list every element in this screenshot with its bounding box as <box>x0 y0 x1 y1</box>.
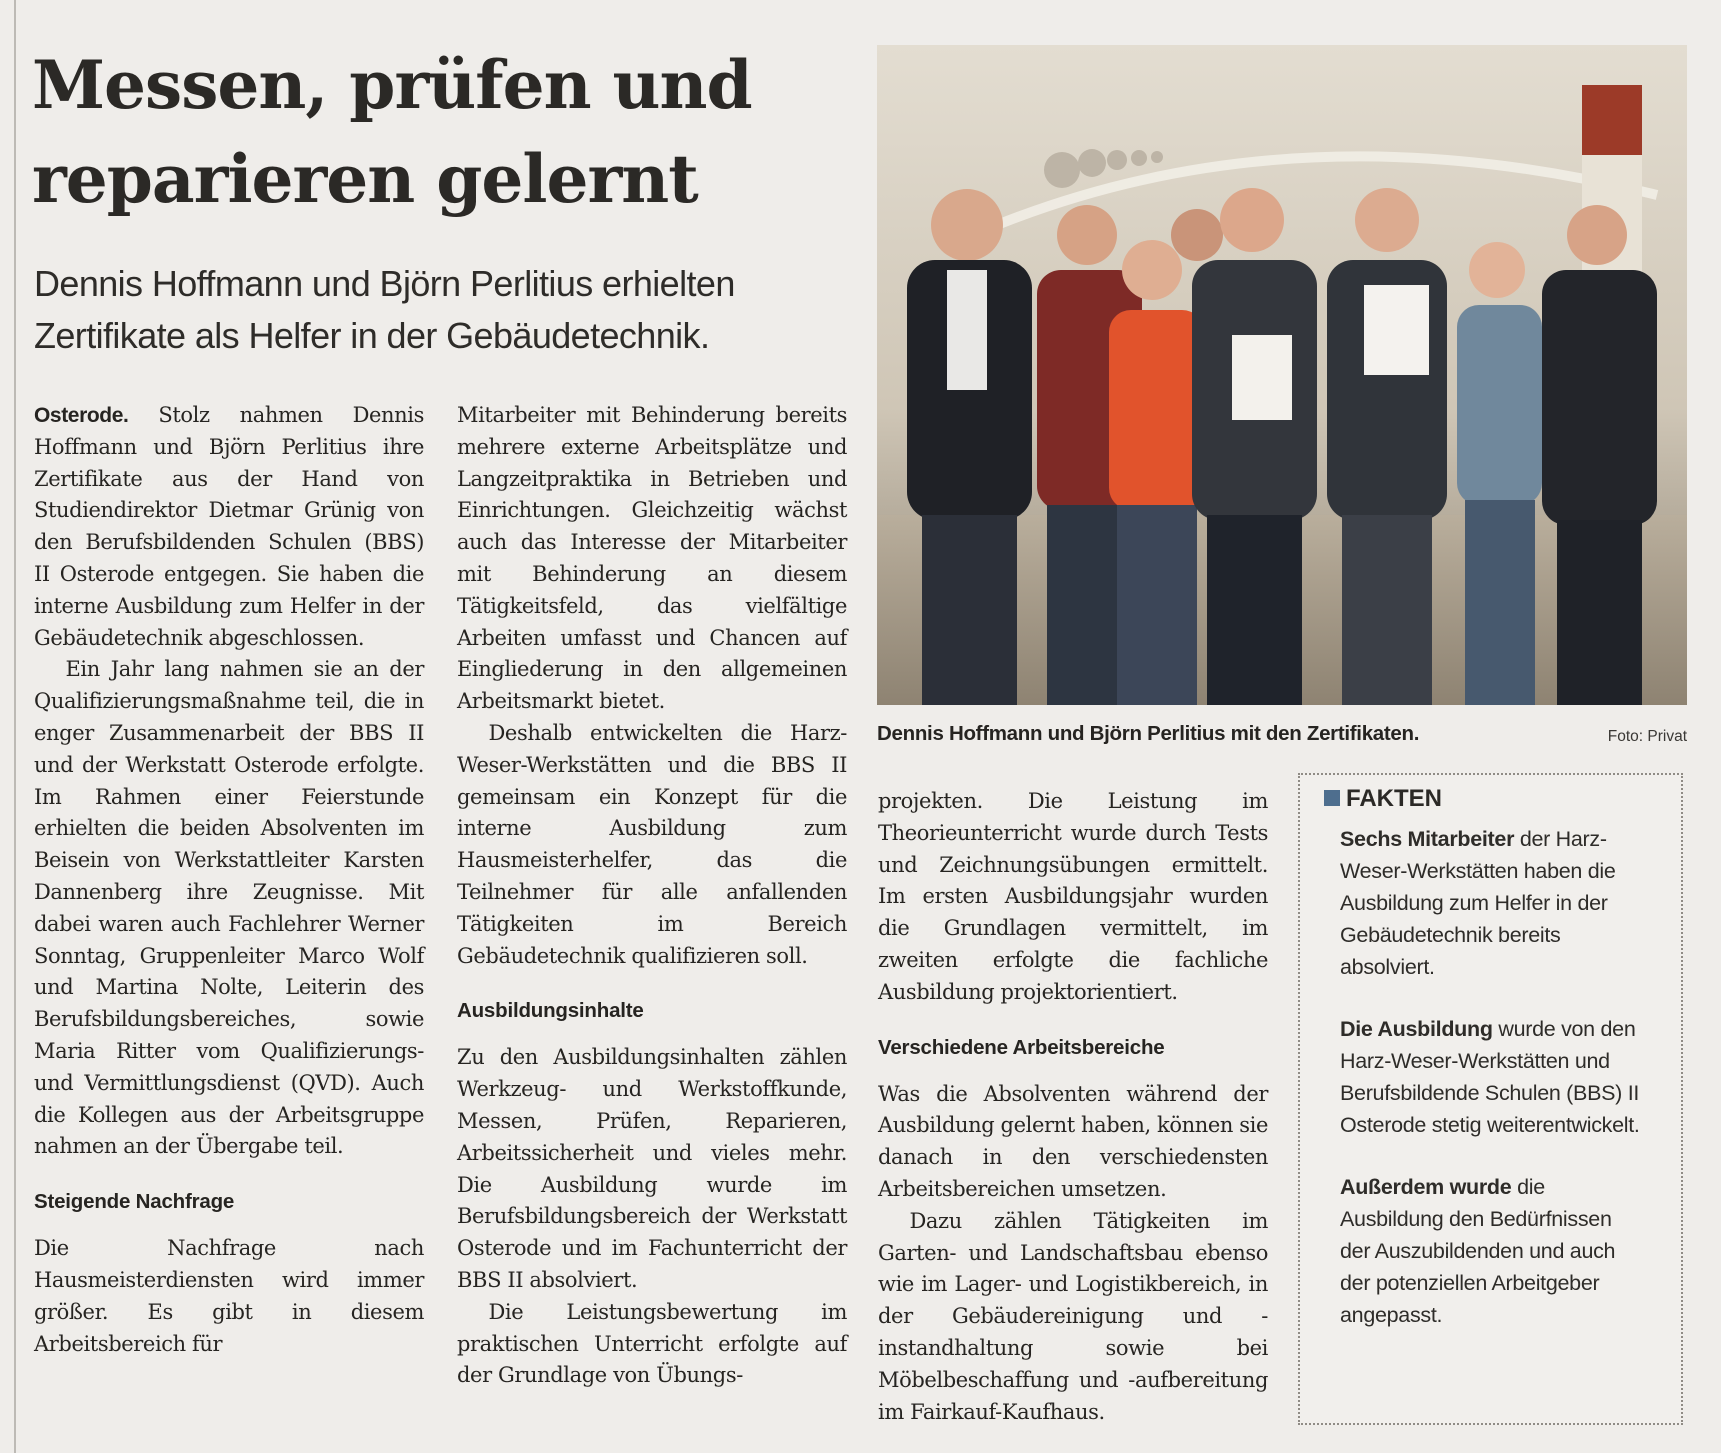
paragraph: Deshalb entwickelten die Harz-Weser-Werkstätten und die BBS II gemeinsam ein Konzept für die interne Ausbildung zum Hausmeisterhelfer, das die Teilnehmer für alle anfallenden Tätigkeiten im Bereich Gebäudetechnik qualifizieren soll. <box>457 720 847 968</box>
paragraph <box>34 400 424 654</box>
facts-title-text: FAKTEN <box>1346 785 1442 812</box>
facts-box <box>1298 773 1683 1425</box>
facts-body <box>1340 823 1640 1361</box>
paragraph: Die Leistungsbewertung im praktischen Unterricht erfolgte auf der Grundlage von Übungs- <box>457 1299 847 1388</box>
facts-title <box>1324 785 1442 813</box>
dateline: Osterode. <box>34 404 129 427</box>
article-headline: Messen, prüfen und reparieren gelernt <box>32 46 752 218</box>
paragraph: Die Nachfrage nach Hausmeisterdiensten wird immer größer. Es gibt in diesem Arbeitsbereich für <box>34 1236 424 1356</box>
facts-item-text: der Harz-Weser-Werkstätten haben die Ausbildung zum Helfer in der Gebäudetechnik bereits absolviert. <box>1340 827 1616 979</box>
section-heading: Steigende Nachfrage <box>34 1190 235 1214</box>
facts-item-lead: Sechs Mitarbeiter <box>1340 827 1515 851</box>
photo-credit: Foto: Privat <box>1607 728 1687 745</box>
article-subhead: Dennis Hoffmann und Björn Perlitius erhielten Zertifikate als Helfer in der Gebäudetechnik. <box>34 263 735 356</box>
group-photo-illustration <box>877 45 1687 705</box>
paragraph: Zu den Ausbildungsinhalten zählen Werkzeug- und Werkstoffkunde, Messen, Prüfen, Reparieren, Arbeitssicherheit und vieles mehr. Die Ausbildung wurde im Berufsbildungsbereich der Werkstatt Osterode und im Fachunterricht der BBS II absolviert. <box>457 1045 847 1292</box>
paragraph: Dazu zählen Tätigkeiten im Garten- und Landschaftsbau ebenso wie im Lager- und Logistikbereich, in der Gebäudereinigung und -instandhaltung sowie bei Möbelbeschaffung und -aufbereitung im Fairkauf-Kaufhaus. <box>878 1208 1268 1424</box>
facts-item-text: die Ausbildung den Bedürfnissen der Auszubildenden und auch der potenziellen Arbeitgeber angepasst. <box>1340 1175 1616 1327</box>
paragraph: Was die Absolventen während der Ausbildung gelernt haben, können sie danach in den verschiedensten Arbeitsbereichen umsetzen. <box>878 1081 1269 1201</box>
facts-item-lead: Die Ausbildung <box>1340 1017 1493 1041</box>
section-heading: Verschiedene Arbeitsbereiche <box>878 1035 1165 1059</box>
facts-item-lead: Außerdem wurde <box>1340 1175 1512 1199</box>
facts-item <box>1340 1171 1640 1331</box>
section-heading: Ausbildungsinhalte <box>457 999 644 1023</box>
group-photo <box>877 45 1687 705</box>
paragraph-text: Stolz nahmen Dennis Hoffmann und Björn Perlitius ihre Zertifikate aus der Hand von Studiendirektor Dietmar Grünig von den Berufsbildenden Schulen (BBS) II Osterode entgegen. Sie haben die interne Ausbildung zum Helfer in der Gebäudetechnik abgeschlossen. <box>34 403 424 650</box>
page-fold-edge <box>14 0 16 1453</box>
facts-item <box>1340 1013 1640 1141</box>
facts-item-text: wurde von den Harz-Weser-Werkstätten und Berufsbildende Schulen (BBS) II Osterode stetig weiterentwickelt. <box>1340 1017 1640 1137</box>
photo-caption: Dennis Hoffmann und Björn Perlitius mit den Zertifikaten. <box>877 722 1420 745</box>
paragraph: Ein Jahr lang nahmen sie an der Qualifizierungsmaßnahme teil, die in enger Zusammenarbeit der BBS II und der Werkstatt Osterode erfolgte. Im Rahmen einer Feierstunde erhielten die beiden Absolventen im Beisein von Werkstattleiter Karsten Dannenberg ihre Zeugnisse. Mit dabei waren auch Fachlehrer Werner Sonntag, Gruppenleiter Marco Wolf und Martina Nolte, Leiterin des Berufsbildungsbereiches, sowie Maria Ritter vom Qualifizierungs- und Vermittlungsdienst (QVD). Auch die Kollegen aus der Arbeitsgruppe nahmen an der Übergabe teil. <box>34 657 424 1159</box>
bleed-through-shadow <box>330 6 340 41</box>
article-column-1 <box>34 400 424 1360</box>
paragraph: projekten. Die Leistung im Theorieunterricht wurde durch Tests und Zeichnungsübungen ermittelt. Im ersten Ausbildungsjahr wurden die Grundlagen vermittelt, im zweiten erfolgte die fachliche Ausbildung projektorientiert. <box>878 789 1268 1004</box>
article-column-2 <box>457 400 847 1392</box>
article-column-3 <box>878 786 1268 1428</box>
facts-item <box>1340 823 1640 983</box>
square-bullet-icon <box>1324 790 1340 806</box>
paragraph: Mitarbeiter mit Behinderung bereits mehrere externe Arbeitsplätze und Langzeitpraktika in Betrieben und Einrichtungen. Gleichzeitig wächst auch das Interesse der Mitarbeiter mit Behinderung an diesem Tätigkeitsfeld, das vielfältige Arbeiten umfasst und Chancen auf Eingliederung in den allgemeinen Arbeitsmarkt bietet. <box>457 403 847 714</box>
